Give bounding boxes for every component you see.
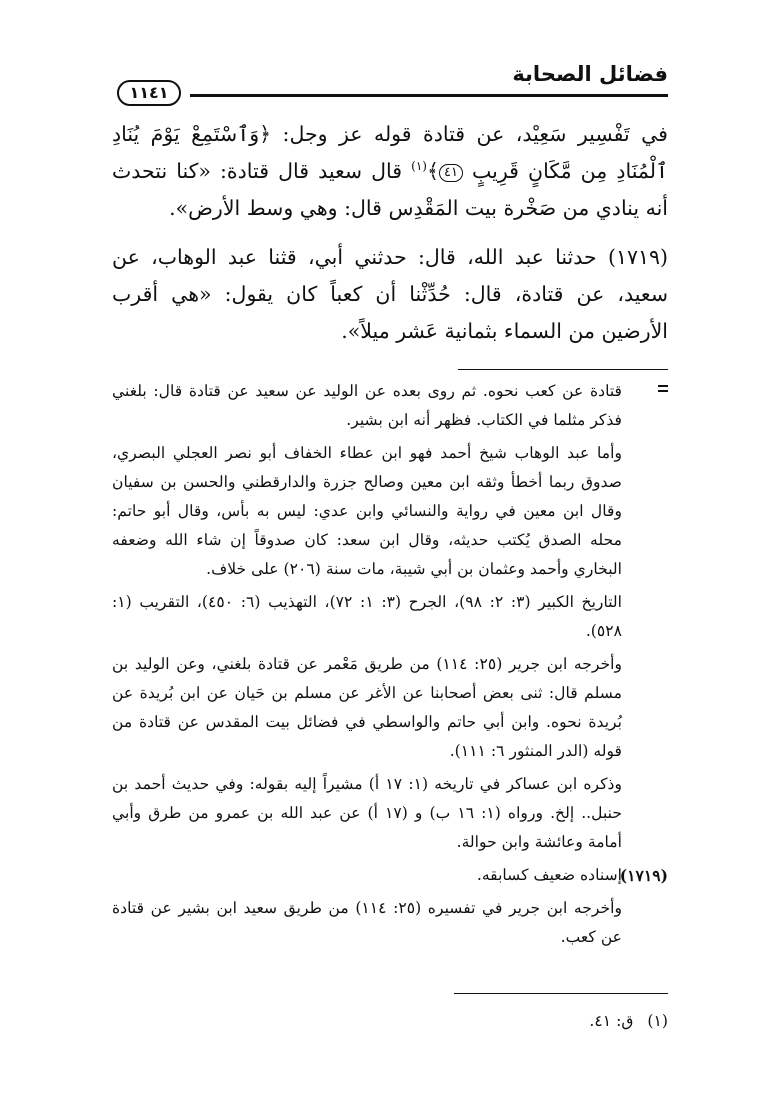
header-rule	[108, 94, 668, 97]
quran-close-bracket: ﴾	[426, 159, 439, 183]
note-item	[112, 894, 668, 952]
note-item	[112, 588, 668, 646]
note-hadith-number: (١٧١٩)	[619, 866, 668, 885]
ayah-number: ٤١	[439, 164, 463, 182]
running-title: فضائل الصحابة	[512, 62, 668, 86]
note-text: وأما عبد الوهاب شيخ أحمد فهو ابن عطاء الخفاف أبو نصر العجلي البصري، صدوق ربما أخطأ وثقه ابن معين وصالح جزرة والدارقطني والحسن بن سفيان وقال ابن معين في رواية والنسائي وابن عدي: ليس به بأس، وقال أبو حاتم: محله الصدق يُكتب حديثه، وقال ابن سعد: كان صدوقاً إن شاء الله وضعفه البخاري وأحمد وعثمان بن أبي شيبة، مات سنة (٢٠٦) على خلاف.	[112, 444, 622, 578]
note-text: إسناده ضعيف كسابقه.	[476, 866, 622, 884]
notes-section	[112, 377, 668, 956]
note-item-1719	[112, 861, 668, 890]
continuation-sign	[650, 385, 670, 393]
note-text: وأخرجه ابن جرير (٢٥: ١١٤) من طريق مَعْمر عن قتادة بلغني، وعن الوليد بن مسلم قال: ثنى بعض أصحابنا عن الأغر عن مسلم بن حَيان عن ابن بُريدة عن بُريدة نحوه. وابن أبي حاتم والواسطي في فضائل بيت المقدس عن قتادة من قوله (الدر المنثور ٦: ١١١).	[112, 655, 623, 760]
paragraph-text: قال سعيد قال قتادة: «كنا نتحدث أنه ينادي من صَخْرة بيت المَقْدِس قال: وهي وسط الأرض».	[112, 159, 668, 220]
note-text: وأخرجه ابن جرير في تفسيره (٢٥: ١١٤) من طريق سعيد ابن بشير عن قتادة عن كعب.	[112, 899, 622, 946]
footnote-number: (١)	[647, 1012, 668, 1030]
notes-separator	[458, 369, 668, 370]
page-number-frame	[108, 80, 190, 106]
footnote-item	[112, 1008, 668, 1034]
paragraph-text: في تَفْسِير سَعِيْد، عن قتادة قوله عز وجل: ﴿وَٱسْتَمِعْ يَوْمَ يُنَادِ ٱلْمُنَادِ مِن مَّكَانٍ قَرِيبٍ	[112, 122, 668, 183]
note-item	[112, 377, 668, 435]
note-item	[112, 439, 668, 584]
paragraph-tafsir	[112, 116, 668, 227]
page-number: ١١٤١	[117, 80, 180, 106]
main-text	[112, 116, 668, 350]
page-header	[108, 62, 668, 104]
footnotes	[112, 1008, 668, 1034]
footnote-marker: (١)	[411, 159, 427, 174]
note-item	[112, 770, 668, 857]
note-item	[112, 650, 668, 766]
footnote-text: ق: ٤١.	[589, 1012, 634, 1030]
footnote-separator	[454, 993, 668, 994]
note-text: قتادة عن كعب نحوه. ثم روى بعده عن الوليد عن سعيد عن قتادة قال: بلغني فذكر مثلما في الكتاب. فظهر أنه ابن بشير.	[112, 382, 622, 429]
paragraph-hadith-1719: (١٧١٩) حدثنا عبد الله، قال: حدثني أبي، قثنا عبد الوهاب، عن سعيد، عن قتادة، قال: حُدِّثْنا أن كعباً كان يقول: «هي أقرب الأرضين من السماء بثمانية عَشر ميلاً».	[112, 245, 668, 343]
note-text: التاريخ الكبير (٣: ٢: ٩٨)، الجرح (٣: ١: ٧٢)، التهذيب (٦: ٤٥٠)، التقريب (١: ٥٢٨).	[112, 593, 623, 640]
note-text: وذكره ابن عساكر في تاريخه (١: ١٧ أ) مشيراً إليه بقوله: وفي حديث أحمد بن حنبل.. إلخ. ورواه (١: ١٦ ب) و (١٧ أ) عن عبد الله بن عمرو من طرق وأبي أمامة وعائشة وابن حوالة.	[112, 775, 623, 851]
